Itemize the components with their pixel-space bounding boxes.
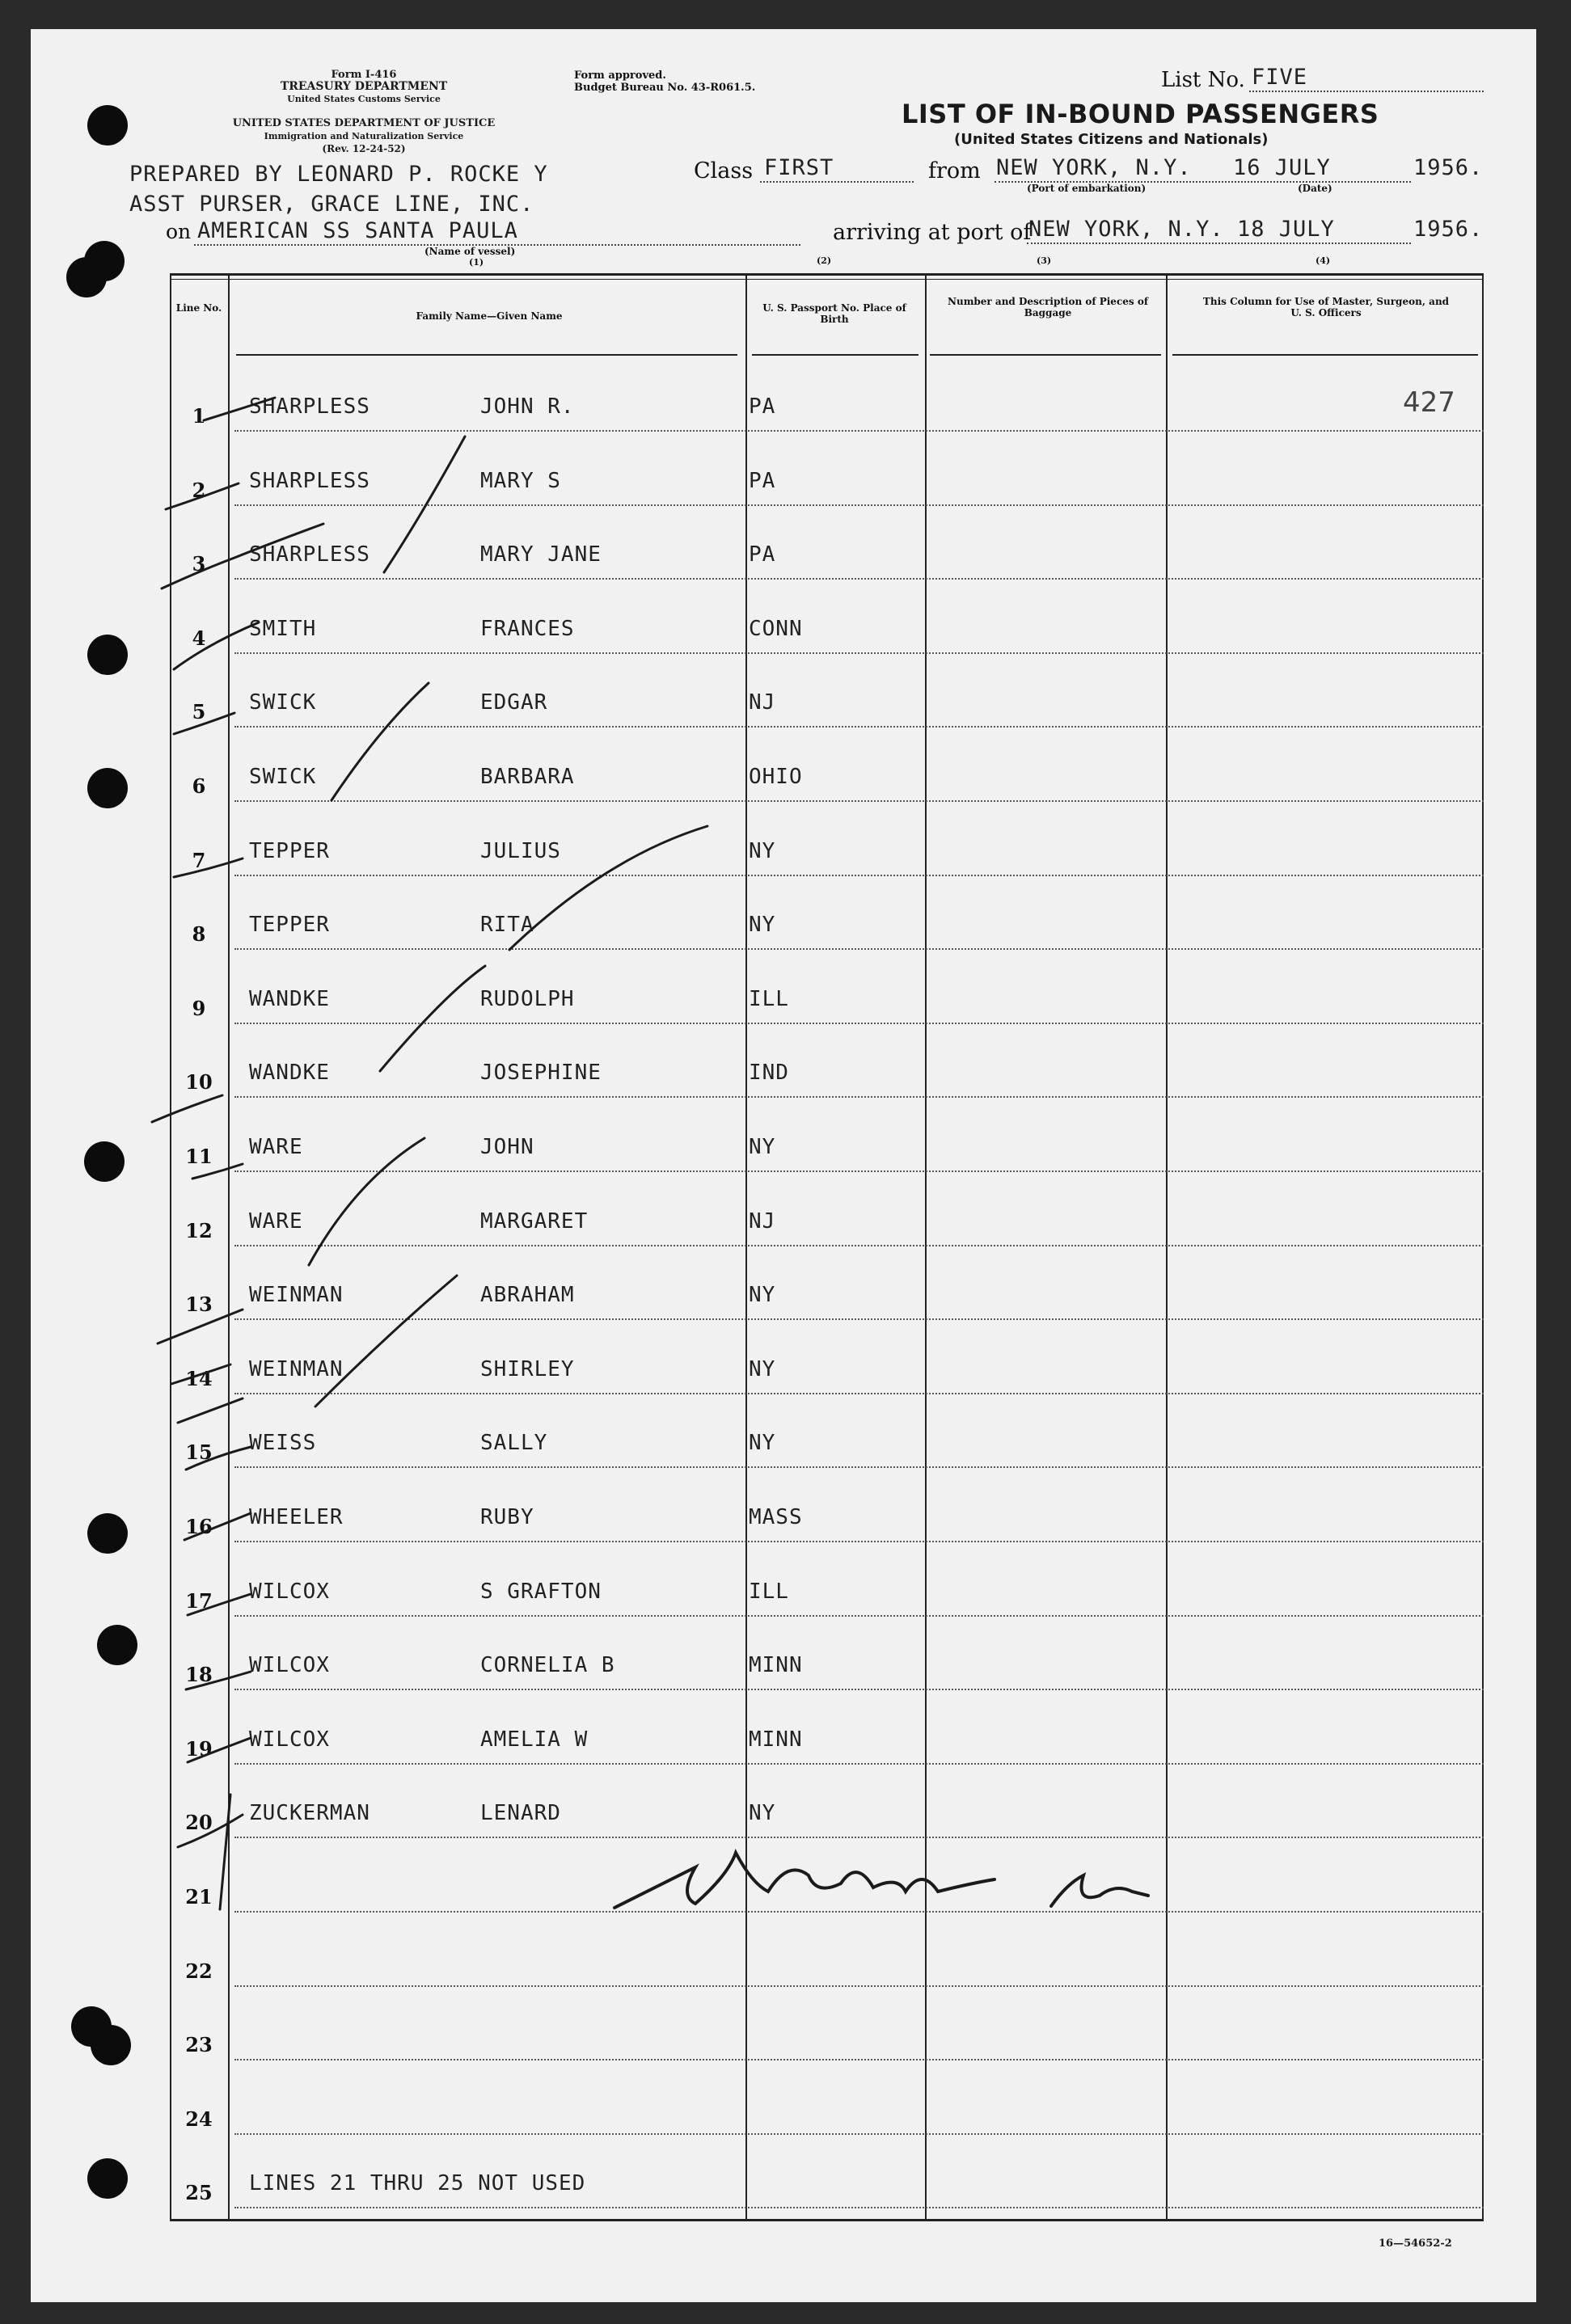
line-number: 6 bbox=[192, 774, 206, 798]
line-number: 4 bbox=[192, 626, 206, 650]
line-number: 22 bbox=[185, 1959, 213, 1983]
place-of-birth: NJ bbox=[749, 1208, 776, 1234]
family-name: WILCOX bbox=[249, 1727, 330, 1752]
given-name: CORNELIA B bbox=[480, 1653, 615, 1678]
line-number: 24 bbox=[185, 2107, 213, 2131]
given-name: SALLY bbox=[480, 1431, 548, 1456]
line-number: 13 bbox=[185, 1293, 213, 1317]
arriving-label: arriving at port of bbox=[833, 220, 1032, 245]
given-name: FRANCES bbox=[480, 616, 575, 641]
family-name: WANDKE bbox=[249, 986, 330, 1011]
place-of-birth: NJ bbox=[749, 690, 776, 715]
place-of-birth: NY bbox=[749, 838, 776, 863]
line-number: 20 bbox=[185, 1811, 213, 1835]
line-number: 18 bbox=[185, 1663, 213, 1687]
line-number: 12 bbox=[185, 1218, 213, 1242]
family-name: WARE bbox=[249, 1135, 303, 1159]
check-mark bbox=[186, 1672, 251, 1689]
vessel-caption: (Name of vessel) bbox=[424, 246, 516, 257]
family-name: SHARPLESS bbox=[249, 394, 370, 419]
place-of-birth: NY bbox=[749, 1431, 776, 1456]
line-number: 25 bbox=[185, 2181, 213, 2205]
line-number: 23 bbox=[185, 2033, 213, 2057]
check-mark bbox=[188, 1594, 251, 1615]
vessel-name: AMERICAN SS SANTA PAULA bbox=[197, 218, 518, 243]
on-label: on bbox=[166, 220, 192, 243]
list-no-label: List No. bbox=[1161, 68, 1245, 92]
signature bbox=[1051, 1875, 1148, 1906]
check-mark bbox=[178, 1815, 243, 1847]
place-of-birth: IND bbox=[749, 1061, 789, 1086]
from-label: from bbox=[928, 158, 981, 183]
line-number: 2 bbox=[192, 478, 206, 502]
line-number: 17 bbox=[185, 1588, 213, 1613]
stamp-number: 427 bbox=[1403, 386, 1455, 419]
customs-service: United States Customs Service bbox=[287, 94, 441, 104]
check-mark bbox=[380, 966, 485, 1071]
check-mark bbox=[152, 1095, 222, 1122]
family-name: LINES 21 THRU 25 NOT USED bbox=[249, 2171, 586, 2196]
from-year: 1956. bbox=[1413, 155, 1484, 180]
from-date: 16 JULY bbox=[1233, 155, 1331, 180]
line-number: 16 bbox=[185, 1515, 213, 1538]
family-name: SHARPLESS bbox=[249, 468, 370, 493]
place-of-birth: MASS bbox=[749, 1505, 803, 1529]
check-mark bbox=[220, 1795, 230, 1909]
family-name: WANDKE bbox=[249, 1061, 330, 1086]
place-of-birth: NY bbox=[749, 913, 776, 938]
given-name: EDGAR bbox=[480, 690, 548, 715]
given-name: RITA bbox=[480, 913, 534, 938]
check-mark bbox=[171, 1364, 230, 1384]
header-name: Family Name—Given Name bbox=[416, 310, 563, 322]
family-name: SHARPLESS bbox=[249, 542, 370, 567]
given-name: MARY S bbox=[480, 468, 561, 493]
date-caption: (Date) bbox=[1298, 183, 1332, 194]
line-number: 11 bbox=[185, 1145, 213, 1168]
given-name: SHIRLEY bbox=[480, 1356, 575, 1381]
port-caption: (Port of embarkation) bbox=[1027, 183, 1147, 194]
justice-dept: UNITED STATES DEPARTMENT OF JUSTICE bbox=[232, 117, 496, 129]
prepared-by-line2: ASST PURSER, GRACE LINE, INC. bbox=[129, 192, 534, 217]
given-name: JOHN R. bbox=[480, 394, 575, 419]
family-name: SMITH bbox=[249, 616, 317, 641]
place-of-birth: NY bbox=[749, 1801, 776, 1826]
check-mark bbox=[384, 437, 465, 572]
given-name: BARBARA bbox=[480, 765, 575, 789]
given-name: RUDOLPH bbox=[480, 986, 575, 1011]
revision-date: (Rev. 12-24-52) bbox=[322, 143, 406, 154]
col-num-4: (4) bbox=[1316, 255, 1331, 266]
arrive-year: 1956. bbox=[1413, 217, 1484, 242]
line-number: 21 bbox=[185, 1885, 213, 1909]
family-name: WHEELER bbox=[249, 1505, 344, 1529]
family-name: WEINMAN bbox=[249, 1283, 344, 1308]
check-mark bbox=[186, 1447, 251, 1470]
check-mark bbox=[158, 1310, 243, 1343]
form-approved: Form approved. bbox=[574, 70, 666, 82]
from-port: NEW YORK, N.Y. bbox=[996, 155, 1192, 180]
check-mark bbox=[174, 713, 234, 734]
line-number: 5 bbox=[192, 700, 206, 724]
place-of-birth: MINN bbox=[749, 1727, 803, 1752]
arrive-port: NEW YORK, N.Y. bbox=[1028, 217, 1224, 242]
line-number: 3 bbox=[192, 552, 206, 576]
place-of-birth: ILL bbox=[749, 986, 789, 1011]
col-num-2: (2) bbox=[817, 255, 832, 266]
check-mark bbox=[309, 1138, 424, 1265]
family-name: ZUCKERMAN bbox=[249, 1801, 370, 1826]
col-num-3: (3) bbox=[1037, 255, 1052, 266]
budget-bureau: Budget Bureau No. 43-R061.5. bbox=[574, 82, 756, 94]
place-of-birth: CONN bbox=[749, 616, 803, 641]
place-of-birth: OHIO bbox=[749, 765, 803, 789]
header-passport: U. S. Passport No. Place of Birth bbox=[762, 302, 906, 325]
family-name: WILCOX bbox=[249, 1579, 330, 1604]
given-name: MARGARET bbox=[480, 1208, 589, 1234]
family-name: WEINMAN bbox=[249, 1356, 344, 1381]
line-number: 1 bbox=[192, 404, 206, 428]
header-line-no: Line No. bbox=[175, 302, 222, 314]
family-name: SWICK bbox=[249, 690, 317, 715]
place-of-birth: NY bbox=[749, 1283, 776, 1308]
check-mark bbox=[192, 1164, 243, 1179]
family-name: WILCOX bbox=[249, 1653, 330, 1678]
arrive-date: 18 JULY bbox=[1237, 217, 1335, 242]
given-name: JULIUS bbox=[480, 838, 561, 863]
line-number: 9 bbox=[192, 996, 206, 1020]
class-label: Class bbox=[694, 158, 754, 183]
line-number: 7 bbox=[192, 848, 206, 872]
given-name: JOHN bbox=[480, 1135, 534, 1159]
place-of-birth: PA bbox=[749, 468, 776, 493]
footer-code: 16—54652-2 bbox=[1379, 2238, 1452, 2250]
place-of-birth: PA bbox=[749, 542, 776, 567]
given-name: LENARD bbox=[480, 1801, 561, 1826]
place-of-birth: MINN bbox=[749, 1653, 803, 1678]
given-name: AMELIA W bbox=[480, 1727, 589, 1752]
list-no-value: FIVE bbox=[1252, 65, 1308, 90]
check-mark bbox=[178, 1398, 243, 1423]
form-number: Form I-416 bbox=[331, 69, 397, 81]
family-name: TEPPER bbox=[249, 838, 330, 863]
treasury-dept: TREASURY DEPARTMENT bbox=[280, 80, 448, 93]
prepared-by-line1: PREPARED BY LEONARD P. ROCKE Y bbox=[129, 162, 548, 187]
check-mark bbox=[332, 683, 429, 800]
header-baggage: Number and Description of Pieces of Baggage bbox=[948, 296, 1148, 318]
line-number: 10 bbox=[185, 1070, 213, 1095]
place-of-birth: NY bbox=[749, 1135, 776, 1159]
line-number: 15 bbox=[185, 1440, 213, 1465]
check-mark bbox=[509, 826, 707, 950]
check-mark bbox=[188, 1738, 251, 1762]
line-number: 14 bbox=[185, 1366, 213, 1390]
header-officers: This Column for Use of Master, Surgeon, and U. S. Officers bbox=[1202, 296, 1450, 318]
check-mark bbox=[184, 1513, 251, 1540]
family-name: TEPPER bbox=[249, 913, 330, 938]
place-of-birth: NY bbox=[749, 1356, 776, 1381]
given-name: MARY JANE bbox=[480, 542, 602, 567]
given-name: JOSEPHINE bbox=[480, 1061, 602, 1086]
page-subtitle: (United States Citizens and Nationals) bbox=[954, 131, 1269, 148]
immigration-service: Immigration and Naturalization Service bbox=[264, 131, 464, 141]
place-of-birth: PA bbox=[749, 394, 776, 419]
check-mark bbox=[162, 524, 323, 588]
given-name: RUBY bbox=[480, 1505, 534, 1529]
family-name: SWICK bbox=[249, 765, 317, 789]
place-of-birth: ILL bbox=[749, 1579, 789, 1604]
family-name: WEISS bbox=[249, 1431, 317, 1456]
page-title: LIST OF IN-BOUND PASSENGERS bbox=[902, 99, 1379, 129]
given-name: ABRAHAM bbox=[480, 1283, 575, 1308]
class-value: FIRST bbox=[764, 155, 834, 180]
line-number: 19 bbox=[185, 1736, 213, 1761]
family-name: WARE bbox=[249, 1208, 303, 1234]
line-number: 8 bbox=[192, 922, 206, 947]
check-mark bbox=[174, 622, 259, 669]
check-mark bbox=[315, 1276, 457, 1407]
check-mark bbox=[166, 483, 239, 509]
vessel-caption-no: (1) bbox=[469, 257, 484, 268]
given-name: S GRAFTON bbox=[480, 1579, 602, 1604]
check-mark bbox=[174, 858, 243, 877]
signature bbox=[614, 1853, 995, 1908]
check-mark bbox=[204, 398, 275, 420]
